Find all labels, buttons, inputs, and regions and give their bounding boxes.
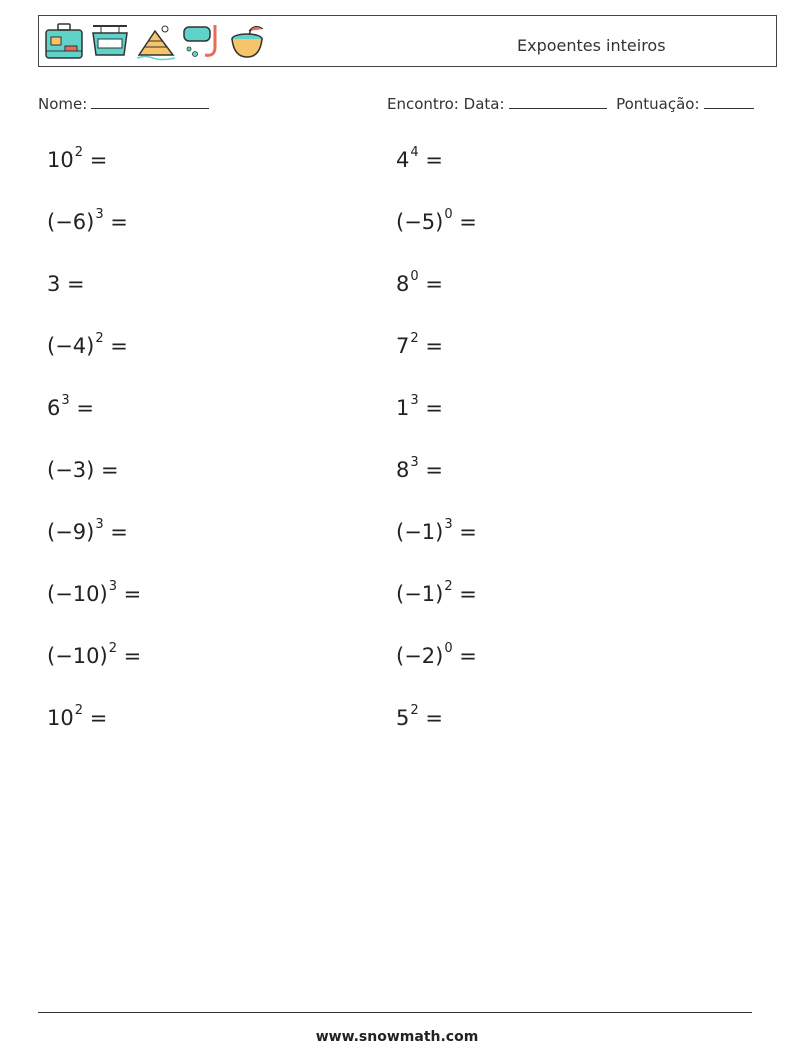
worksheet-header [38, 15, 777, 67]
problem-equals: = [103, 334, 128, 358]
problem-base: 5 [396, 706, 410, 730]
problem-base: (−1) [396, 582, 444, 606]
problem-equals: = [452, 520, 477, 544]
problem-equals: = [69, 396, 94, 420]
problem-equals: = [103, 520, 128, 544]
problem-right-1 [396, 145, 443, 172]
score-blank[interactable] [704, 94, 754, 109]
problem-exponent: 2 [74, 145, 84, 160]
problem-exponent: 0 [444, 207, 453, 222]
problem-equals: = [452, 210, 477, 234]
problem-equals: = [103, 210, 128, 234]
problem-base: 8 [396, 272, 410, 296]
problem-exponent: 3 [108, 579, 117, 594]
problem-right-5 [396, 393, 443, 420]
session-label: Encontro: [387, 95, 459, 113]
coconut-drink-icon [227, 21, 269, 61]
problem-exponent: 3 [61, 393, 70, 408]
problem-equals: = [83, 148, 108, 172]
problem-left-7 [47, 517, 128, 544]
problem-base: 4 [396, 148, 410, 172]
problem-base: 8 [396, 458, 410, 482]
problem-left-2 [47, 207, 128, 234]
footer-divider [38, 1012, 752, 1013]
footer-site: www.snowmath.com [315, 1029, 479, 1045]
problem-base: (−2) [396, 644, 444, 668]
problem-right-8 [396, 579, 477, 606]
problem-equals: = [94, 458, 119, 482]
problem-exponent: 3 [444, 517, 453, 532]
name-field [38, 94, 209, 113]
problem-base: (−10) [47, 582, 108, 606]
problem-exponent: 3 [410, 455, 419, 470]
problem-exponent: 0 [410, 269, 419, 284]
problem-equals: = [452, 644, 477, 668]
problem-equals: = [418, 148, 443, 172]
problem-base: 3 [47, 272, 61, 296]
date-label: Data: [463, 95, 505, 113]
hotel-sign-icon [89, 21, 131, 61]
problem-equals: = [418, 396, 443, 420]
snorkel-icon [181, 21, 223, 61]
problem-right-10 [396, 703, 443, 730]
problem-exponent: 2 [95, 331, 104, 346]
date-blank[interactable] [509, 94, 607, 109]
problem-left-5 [47, 393, 94, 420]
problem-exponent: 4 [410, 145, 419, 160]
score-label: Pontuação: [616, 95, 700, 113]
problem-exponent: 2 [444, 579, 453, 594]
problem-exponent: 2 [74, 703, 84, 718]
problem-equals: = [116, 582, 142, 606]
problem-equals: = [60, 272, 85, 296]
problem-equals: = [418, 706, 443, 730]
problem-equals: = [452, 582, 477, 606]
worksheet-title: Expoentes inteiros [517, 36, 666, 55]
problem-base: 7 [396, 334, 410, 358]
problem-exponent: 2 [410, 331, 419, 346]
problem-exponent: 3 [95, 207, 104, 222]
problem-equals: = [418, 458, 443, 482]
problem-exponent: 2 [410, 703, 419, 718]
problem-base: (−6) [47, 210, 95, 234]
problem-left-6 [47, 458, 119, 482]
problem-base: (−9) [47, 520, 95, 544]
problem-right-7 [396, 517, 477, 544]
problem-equals: = [116, 644, 142, 668]
problem-base: (−4) [47, 334, 95, 358]
problem-left-4 [47, 331, 128, 358]
problem-equals: = [83, 706, 108, 730]
problem-left-8 [47, 579, 142, 606]
header-icons [43, 20, 269, 62]
problem-base: 1 [396, 396, 410, 420]
problem-right-9 [396, 641, 477, 668]
problem-base: (−3) [47, 458, 95, 482]
problem-right-3 [396, 269, 443, 296]
problem-exponent: 0 [444, 641, 453, 656]
problem-equals: = [418, 334, 443, 358]
problem-right-4 [396, 331, 443, 358]
problem-right-2 [396, 207, 477, 234]
name-blank[interactable] [91, 94, 209, 109]
session-fields [387, 94, 754, 113]
problem-base: 10 [47, 706, 74, 730]
problem-base: 10 [47, 148, 74, 172]
problem-left-3 [47, 272, 85, 296]
problem-exponent: 3 [410, 393, 419, 408]
problem-base: 6 [47, 396, 61, 420]
problem-base: (−1) [396, 520, 444, 544]
problem-equals: = [418, 272, 443, 296]
problem-right-6 [396, 455, 443, 482]
suitcase-icon [43, 21, 85, 61]
problem-exponent: 2 [108, 641, 117, 656]
name-label: Nome: [38, 95, 88, 113]
problem-left-9 [47, 641, 142, 668]
problem-exponent: 3 [95, 517, 104, 532]
problem-left-10 [47, 703, 108, 730]
problem-base: (−10) [47, 644, 108, 668]
pyramid-icon [135, 21, 177, 61]
problem-base: (−5) [396, 210, 444, 234]
problem-left-1 [47, 145, 108, 172]
